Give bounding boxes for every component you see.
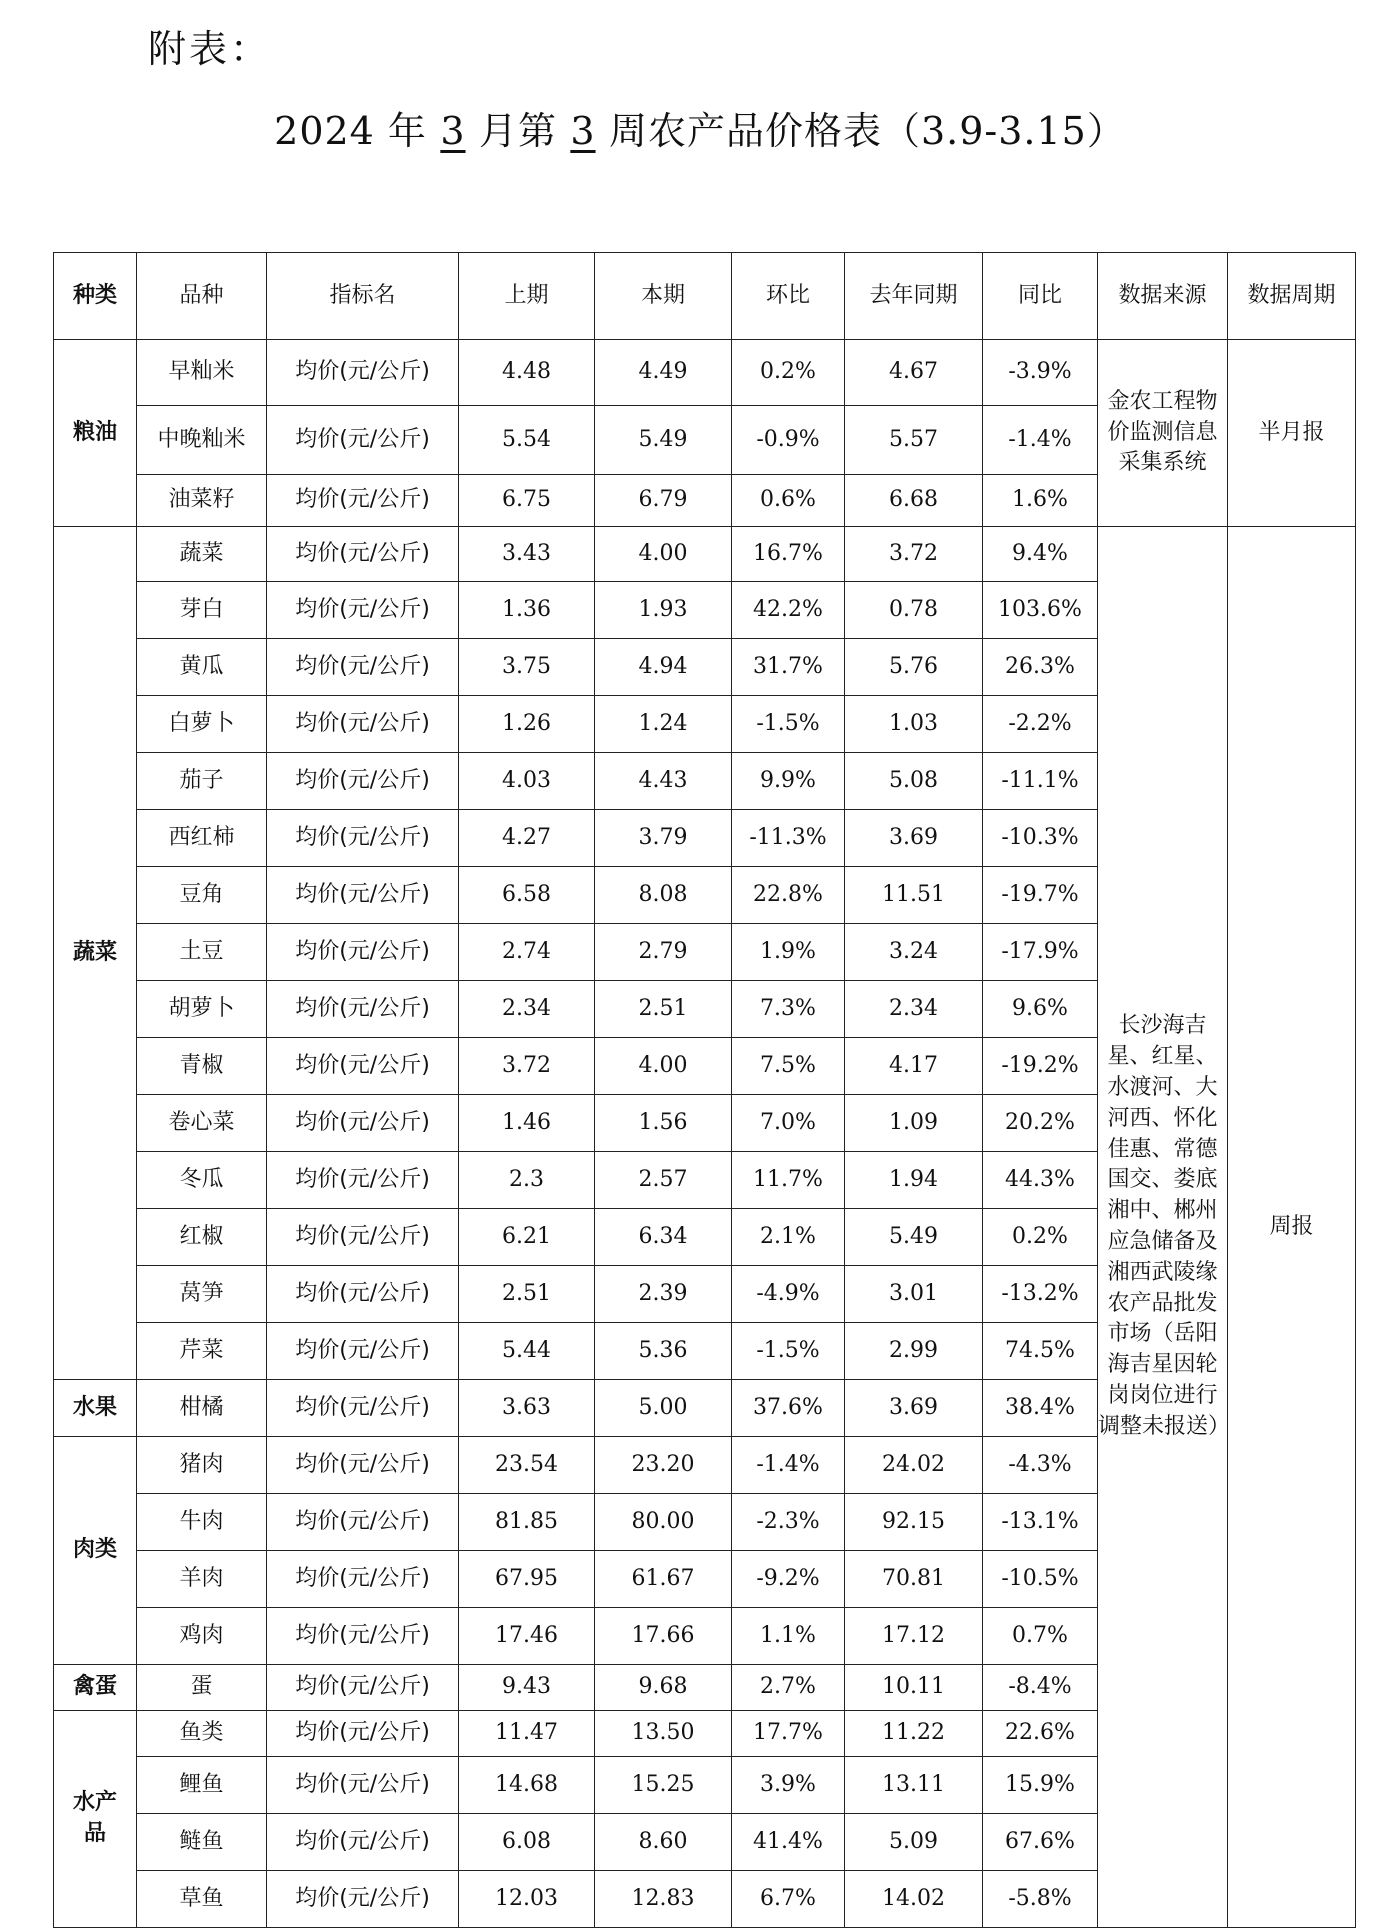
last-year-cell: 1.94 xyxy=(845,1152,983,1209)
curr-cell: 8.08 xyxy=(595,867,732,924)
header-last-year: 去年同期 xyxy=(845,253,983,340)
variety-cell: 黄瓜 xyxy=(137,639,267,696)
table-row xyxy=(54,340,1356,406)
mom-cell: -0.9% xyxy=(732,406,845,475)
header-row xyxy=(54,253,1356,340)
prev-cell: 81.85 xyxy=(459,1494,595,1551)
mom-cell: -1.5% xyxy=(732,1323,845,1380)
page-prefix: 附表： xyxy=(148,27,272,71)
yoy-cell: -19.2% xyxy=(983,1038,1098,1095)
yoy-cell: 20.2% xyxy=(983,1095,1098,1152)
metric-cell: 均价(元/公斤) xyxy=(267,753,459,810)
metric-cell: 均价(元/公斤) xyxy=(267,1038,459,1095)
last-year-cell: 3.69 xyxy=(845,1380,983,1437)
mom-cell: 0.6% xyxy=(732,475,845,527)
last-year-cell: 24.02 xyxy=(845,1437,983,1494)
last-year-cell: 10.11 xyxy=(845,1665,983,1711)
metric-cell: 均价(元/公斤) xyxy=(267,1871,459,1928)
yoy-cell: -19.7% xyxy=(983,867,1098,924)
mom-cell: -1.4% xyxy=(732,1437,845,1494)
curr-cell: 15.25 xyxy=(595,1757,732,1814)
last-year-cell: 92.15 xyxy=(845,1494,983,1551)
variety-cell: 鱼类 xyxy=(137,1711,267,1757)
variety-cell: 红椒 xyxy=(137,1209,267,1266)
last-year-cell: 1.09 xyxy=(845,1095,983,1152)
last-year-cell: 6.68 xyxy=(845,475,983,527)
mom-cell: -2.3% xyxy=(732,1494,845,1551)
yoy-cell: 38.4% xyxy=(983,1380,1098,1437)
mom-cell: 2.7% xyxy=(732,1665,845,1711)
category-cell: 水果 xyxy=(54,1380,137,1437)
last-year-cell: 3.72 xyxy=(845,527,983,582)
mom-cell: 7.5% xyxy=(732,1038,845,1095)
prev-cell: 2.34 xyxy=(459,981,595,1038)
table-row xyxy=(54,527,1356,582)
metric-cell: 均价(元/公斤) xyxy=(267,924,459,981)
curr-cell: 12.83 xyxy=(595,1871,732,1928)
mom-cell: 3.9% xyxy=(732,1757,845,1814)
curr-cell: 2.79 xyxy=(595,924,732,981)
prev-cell: 17.46 xyxy=(459,1608,595,1665)
mom-cell: 7.0% xyxy=(732,1095,845,1152)
last-year-cell: 5.57 xyxy=(845,406,983,475)
curr-cell: 2.51 xyxy=(595,981,732,1038)
prev-cell: 67.95 xyxy=(459,1551,595,1608)
mom-cell: 16.7% xyxy=(732,527,845,582)
curr-cell: 4.94 xyxy=(595,639,732,696)
header-period: 数据周期 xyxy=(1228,253,1356,340)
metric-cell: 均价(元/公斤) xyxy=(267,1551,459,1608)
metric-cell: 均价(元/公斤) xyxy=(267,340,459,406)
prev-cell: 5.54 xyxy=(459,406,595,475)
variety-cell: 西红柿 xyxy=(137,810,267,867)
metric-cell: 均价(元/公斤) xyxy=(267,406,459,475)
mom-cell: 42.2% xyxy=(732,582,845,639)
curr-cell: 8.60 xyxy=(595,1814,732,1871)
prev-cell: 3.43 xyxy=(459,527,595,582)
mom-cell: 7.3% xyxy=(732,981,845,1038)
last-year-cell: 3.69 xyxy=(845,810,983,867)
curr-cell: 1.24 xyxy=(595,696,732,753)
variety-cell: 胡萝卜 xyxy=(137,981,267,1038)
source-cell: 长沙海吉星、红星、水渡河、大河西、怀化佳惠、常德国交、娄底湘中、郴州应急储备及湘西武陵缘农产品批发市场（岳阳海吉星因轮岗岗位进行调整未报送） xyxy=(1098,527,1228,1928)
curr-cell: 80.00 xyxy=(595,1494,732,1551)
variety-cell: 鲤鱼 xyxy=(137,1757,267,1814)
curr-cell: 5.36 xyxy=(595,1323,732,1380)
yoy-cell: 22.6% xyxy=(983,1711,1098,1757)
prev-cell: 9.43 xyxy=(459,1665,595,1711)
last-year-cell: 4.17 xyxy=(845,1038,983,1095)
last-year-cell: 1.03 xyxy=(845,696,983,753)
yoy-cell: -3.9% xyxy=(983,340,1098,406)
metric-cell: 均价(元/公斤) xyxy=(267,1209,459,1266)
header-mom: 环比 xyxy=(732,253,845,340)
yoy-cell: -10.5% xyxy=(983,1551,1098,1608)
prev-cell: 6.58 xyxy=(459,867,595,924)
metric-cell: 均价(元/公斤) xyxy=(267,1665,459,1711)
yoy-cell: 15.9% xyxy=(983,1757,1098,1814)
page-title xyxy=(0,100,1400,155)
last-year-cell: 5.49 xyxy=(845,1209,983,1266)
last-year-cell: 5.08 xyxy=(845,753,983,810)
variety-cell: 柑橘 xyxy=(137,1380,267,1437)
metric-cell: 均价(元/公斤) xyxy=(267,1095,459,1152)
category-cell: 禽蛋 xyxy=(54,1665,137,1711)
variety-cell: 冬瓜 xyxy=(137,1152,267,1209)
prev-cell: 2.74 xyxy=(459,924,595,981)
metric-cell: 均价(元/公斤) xyxy=(267,475,459,527)
curr-cell: 2.39 xyxy=(595,1266,732,1323)
metric-cell: 均价(元/公斤) xyxy=(267,1608,459,1665)
variety-cell: 土豆 xyxy=(137,924,267,981)
mom-cell: -4.9% xyxy=(732,1266,845,1323)
yoy-cell: 103.6% xyxy=(983,582,1098,639)
last-year-cell: 2.99 xyxy=(845,1323,983,1380)
category-cell: 粮油 xyxy=(54,340,137,527)
title-month-suffix: 月第 xyxy=(478,109,557,153)
yoy-cell: -8.4% xyxy=(983,1665,1098,1711)
curr-cell: 4.00 xyxy=(595,527,732,582)
metric-cell: 均价(元/公斤) xyxy=(267,1711,459,1757)
prev-cell: 11.47 xyxy=(459,1711,595,1757)
mom-cell: 11.7% xyxy=(732,1152,845,1209)
prev-cell: 6.21 xyxy=(459,1209,595,1266)
prev-cell: 1.36 xyxy=(459,582,595,639)
metric-cell: 均价(元/公斤) xyxy=(267,639,459,696)
variety-cell: 羊肉 xyxy=(137,1551,267,1608)
last-year-cell: 70.81 xyxy=(845,1551,983,1608)
yoy-cell: 1.6% xyxy=(983,475,1098,527)
last-year-cell: 3.24 xyxy=(845,924,983,981)
yoy-cell: -11.1% xyxy=(983,753,1098,810)
prev-cell: 14.68 xyxy=(459,1757,595,1814)
header-source: 数据来源 xyxy=(1098,253,1228,340)
curr-cell: 3.79 xyxy=(595,810,732,867)
header-metric: 指标名 xyxy=(267,253,459,340)
prev-cell: 4.27 xyxy=(459,810,595,867)
last-year-cell: 13.11 xyxy=(845,1757,983,1814)
metric-cell: 均价(元/公斤) xyxy=(267,1323,459,1380)
mom-cell: 31.7% xyxy=(732,639,845,696)
header-variety: 品种 xyxy=(137,253,267,340)
variety-cell: 芹菜 xyxy=(137,1323,267,1380)
yoy-cell: 9.4% xyxy=(983,527,1098,582)
prev-cell: 3.72 xyxy=(459,1038,595,1095)
prev-cell: 2.3 xyxy=(459,1152,595,1209)
curr-cell: 1.93 xyxy=(595,582,732,639)
header-curr: 本期 xyxy=(595,253,732,340)
yoy-cell: -5.8% xyxy=(983,1871,1098,1928)
mom-cell: 1.9% xyxy=(732,924,845,981)
category-cell: 肉类 xyxy=(54,1437,137,1665)
yoy-cell: -4.3% xyxy=(983,1437,1098,1494)
metric-cell: 均价(元/公斤) xyxy=(267,527,459,582)
prev-cell: 1.46 xyxy=(459,1095,595,1152)
title-year: 2024 年 xyxy=(274,109,427,153)
variety-cell: 茄子 xyxy=(137,753,267,810)
mom-cell: -9.2% xyxy=(732,1551,845,1608)
last-year-cell: 5.09 xyxy=(845,1814,983,1871)
variety-cell: 青椒 xyxy=(137,1038,267,1095)
prev-cell: 1.26 xyxy=(459,696,595,753)
variety-cell: 早籼米 xyxy=(137,340,267,406)
title-month: 3 xyxy=(440,109,466,153)
yoy-cell: -13.1% xyxy=(983,1494,1098,1551)
prev-cell: 23.54 xyxy=(459,1437,595,1494)
curr-cell: 61.67 xyxy=(595,1551,732,1608)
prev-cell: 3.63 xyxy=(459,1380,595,1437)
table-body xyxy=(54,340,1356,1928)
yoy-cell: -13.2% xyxy=(983,1266,1098,1323)
last-year-cell: 14.02 xyxy=(845,1871,983,1928)
yoy-cell: 44.3% xyxy=(983,1152,1098,1209)
curr-cell: 1.56 xyxy=(595,1095,732,1152)
metric-cell: 均价(元/公斤) xyxy=(267,582,459,639)
variety-cell: 蛋 xyxy=(137,1665,267,1711)
variety-cell: 莴笋 xyxy=(137,1266,267,1323)
yoy-cell: -10.3% xyxy=(983,810,1098,867)
last-year-cell: 11.22 xyxy=(845,1711,983,1757)
mom-cell: -1.5% xyxy=(732,696,845,753)
last-year-cell: 5.76 xyxy=(845,639,983,696)
curr-cell: 5.00 xyxy=(595,1380,732,1437)
price-table xyxy=(53,252,1356,1928)
metric-cell: 均价(元/公斤) xyxy=(267,1814,459,1871)
mom-cell: 41.4% xyxy=(732,1814,845,1871)
last-year-cell: 4.67 xyxy=(845,340,983,406)
period-cell: 周报 xyxy=(1228,527,1356,1928)
title-rest: 周农产品价格表（3.9-3.15） xyxy=(608,109,1126,153)
prev-cell: 3.75 xyxy=(459,639,595,696)
metric-cell: 均价(元/公斤) xyxy=(267,981,459,1038)
mom-cell: 37.6% xyxy=(732,1380,845,1437)
last-year-cell: 2.34 xyxy=(845,981,983,1038)
curr-cell: 9.68 xyxy=(595,1665,732,1711)
category-cell: 蔬菜 xyxy=(54,527,137,1380)
prev-cell: 12.03 xyxy=(459,1871,595,1928)
metric-cell: 均价(元/公斤) xyxy=(267,1380,459,1437)
metric-cell: 均价(元/公斤) xyxy=(267,1266,459,1323)
curr-cell: 2.57 xyxy=(595,1152,732,1209)
metric-cell: 均价(元/公斤) xyxy=(267,810,459,867)
curr-cell: 4.49 xyxy=(595,340,732,406)
mom-cell: 1.1% xyxy=(732,1608,845,1665)
period-cell: 半月报 xyxy=(1228,340,1356,527)
variety-cell: 鸡肉 xyxy=(137,1608,267,1665)
curr-cell: 13.50 xyxy=(595,1711,732,1757)
last-year-cell: 3.01 xyxy=(845,1266,983,1323)
metric-cell: 均价(元/公斤) xyxy=(267,867,459,924)
prev-cell: 4.03 xyxy=(459,753,595,810)
header-category: 种类 xyxy=(54,253,137,340)
variety-cell: 油菜籽 xyxy=(137,475,267,527)
variety-cell: 白萝卜 xyxy=(137,696,267,753)
yoy-cell: 9.6% xyxy=(983,981,1098,1038)
curr-cell: 4.00 xyxy=(595,1038,732,1095)
yoy-cell: 26.3% xyxy=(983,639,1098,696)
source-cell: 金农工程物价监测信息采集系统 xyxy=(1098,340,1228,527)
curr-cell: 5.49 xyxy=(595,406,732,475)
yoy-cell: -17.9% xyxy=(983,924,1098,981)
yoy-cell: -1.4% xyxy=(983,406,1098,475)
mom-cell: 2.1% xyxy=(732,1209,845,1266)
header-yoy: 同比 xyxy=(983,253,1098,340)
prev-cell: 6.75 xyxy=(459,475,595,527)
mom-cell: 22.8% xyxy=(732,867,845,924)
metric-cell: 均价(元/公斤) xyxy=(267,1152,459,1209)
yoy-cell: 74.5% xyxy=(983,1323,1098,1380)
curr-cell: 6.34 xyxy=(595,1209,732,1266)
prev-cell: 6.08 xyxy=(459,1814,595,1871)
variety-cell: 芽白 xyxy=(137,582,267,639)
variety-cell: 卷心菜 xyxy=(137,1095,267,1152)
yoy-cell: 0.7% xyxy=(983,1608,1098,1665)
metric-cell: 均价(元/公斤) xyxy=(267,696,459,753)
yoy-cell: 67.6% xyxy=(983,1814,1098,1871)
mom-cell: 0.2% xyxy=(732,340,845,406)
mom-cell: -11.3% xyxy=(732,810,845,867)
prev-cell: 2.51 xyxy=(459,1266,595,1323)
variety-cell: 鲢鱼 xyxy=(137,1814,267,1871)
mom-cell: 6.7% xyxy=(732,1871,845,1928)
prev-cell: 5.44 xyxy=(459,1323,595,1380)
variety-cell: 猪肉 xyxy=(137,1437,267,1494)
last-year-cell: 11.51 xyxy=(845,867,983,924)
variety-cell: 草鱼 xyxy=(137,1871,267,1928)
curr-cell: 17.66 xyxy=(595,1608,732,1665)
variety-cell: 蔬菜 xyxy=(137,527,267,582)
variety-cell: 牛肉 xyxy=(137,1494,267,1551)
last-year-cell: 0.78 xyxy=(845,582,983,639)
yoy-cell: 0.2% xyxy=(983,1209,1098,1266)
yoy-cell: -2.2% xyxy=(983,696,1098,753)
metric-cell: 均价(元/公斤) xyxy=(267,1757,459,1814)
variety-cell: 中晚籼米 xyxy=(137,406,267,475)
curr-cell: 4.43 xyxy=(595,753,732,810)
variety-cell: 豆角 xyxy=(137,867,267,924)
category-cell: 水产 品 xyxy=(54,1711,137,1928)
title-week: 3 xyxy=(570,109,596,153)
prev-cell: 4.48 xyxy=(459,340,595,406)
mom-cell: 9.9% xyxy=(732,753,845,810)
mom-cell: 17.7% xyxy=(732,1711,845,1757)
metric-cell: 均价(元/公斤) xyxy=(267,1437,459,1494)
last-year-cell: 17.12 xyxy=(845,1608,983,1665)
header-prev: 上期 xyxy=(459,253,595,340)
metric-cell: 均价(元/公斤) xyxy=(267,1494,459,1551)
curr-cell: 6.79 xyxy=(595,475,732,527)
curr-cell: 23.20 xyxy=(595,1437,732,1494)
